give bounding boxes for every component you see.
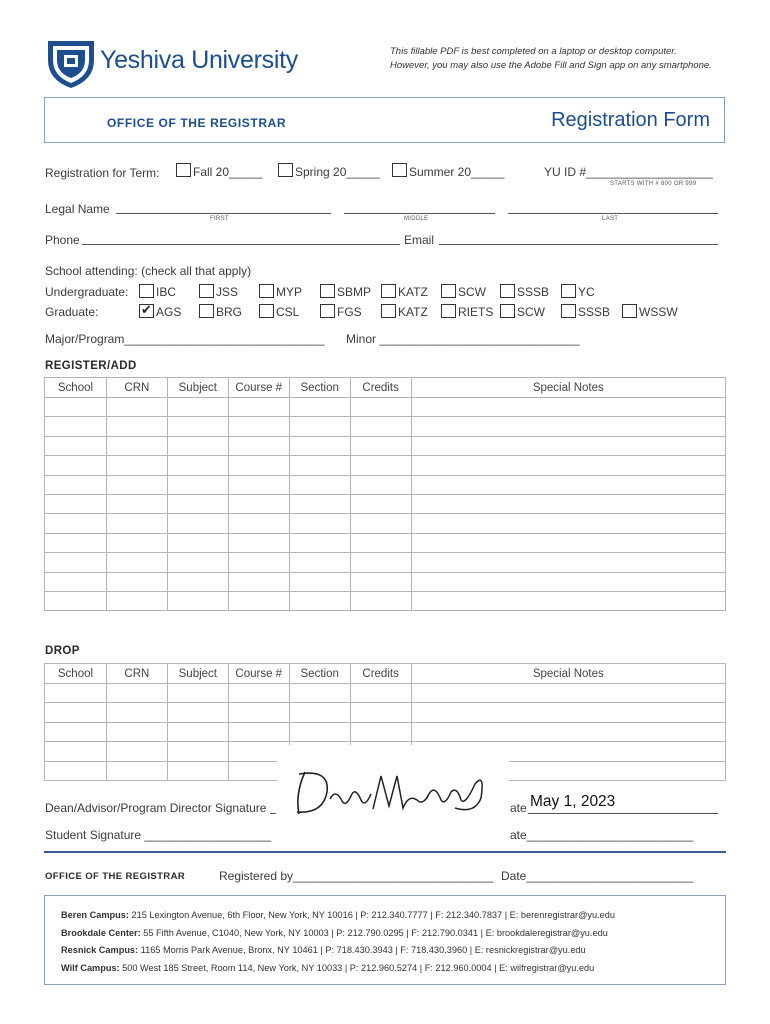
- register-cell[interactable]: [106, 553, 167, 572]
- registered-by-field[interactable]: Registered by______________________________: [219, 869, 494, 883]
- register-cell[interactable]: [411, 494, 725, 513]
- register-cell[interactable]: [350, 398, 411, 417]
- grad-csl-checkbox[interactable]: [259, 304, 274, 318]
- register-cell[interactable]: [106, 456, 167, 475]
- fall-label: Fall 20_____: [193, 165, 263, 179]
- register-cell[interactable]: [350, 436, 411, 455]
- grad-sssb-label: SSSB: [578, 305, 611, 319]
- grad-katz-checkbox[interactable]: [381, 304, 396, 318]
- grad-label: Graduate:: [45, 305, 99, 319]
- table-row: [45, 398, 726, 417]
- middle-name-field[interactable]: [344, 213, 495, 214]
- register-cell[interactable]: [411, 475, 725, 494]
- table-row: [45, 456, 726, 475]
- dean-signature-line: [270, 813, 276, 814]
- register-cell[interactable]: [167, 436, 228, 455]
- register-cell[interactable]: [350, 417, 411, 436]
- undergrad-sbmp-checkbox[interactable]: [320, 284, 335, 298]
- drop-col-special-notes: Special Notes: [411, 664, 725, 684]
- register-cell[interactable]: [228, 417, 289, 436]
- table-row: [45, 494, 726, 513]
- register-cell[interactable]: [45, 456, 107, 475]
- campus-row: [61, 928, 615, 946]
- yu-id-field[interactable]: YU ID #___________________: [544, 165, 713, 179]
- register-cell[interactable]: [106, 417, 167, 436]
- spring-label: Spring 20_____: [295, 165, 380, 179]
- campus-contact: 1165 Morris Park Avenue, Bronx, NY 10461 | P: 718.430.3943 | F: 718.430.3960 | E: resnickregistrar@yu.edu: [140, 945, 586, 955]
- first-hint: FIRST: [210, 216, 229, 222]
- register-cell[interactable]: [45, 417, 107, 436]
- register-cell[interactable]: [411, 417, 725, 436]
- dean-date-value[interactable]: May 1, 2023: [530, 793, 616, 810]
- campus-info-box: [44, 895, 726, 985]
- term-label: Registration for Term:: [45, 166, 160, 180]
- drop-cell[interactable]: [106, 703, 167, 722]
- register-cell[interactable]: [167, 553, 228, 572]
- register-cell[interactable]: [167, 398, 228, 417]
- undergrad-sssb-label: SSSB: [517, 285, 550, 299]
- register-col-crn: CRN: [106, 378, 167, 398]
- form-title: Registration Form: [551, 109, 710, 131]
- table-row: [45, 572, 726, 591]
- grad-fgs-label: FGS: [337, 305, 362, 319]
- office-divider: [44, 851, 726, 853]
- drop-cell[interactable]: [289, 703, 350, 722]
- table-row: [45, 417, 726, 436]
- undergrad-label: Undergraduate:: [45, 285, 129, 299]
- drop-cell[interactable]: [228, 722, 289, 741]
- yu-id-hint: STARTS WITH # 800 OR 999: [610, 181, 697, 187]
- drop-cell[interactable]: [350, 722, 411, 741]
- grad-wssw-checkbox[interactable]: [622, 304, 637, 318]
- dean-date-label: ate: [510, 801, 527, 815]
- register-cell[interactable]: [350, 553, 411, 572]
- dean-date-line: [528, 813, 718, 814]
- grad-brg-checkbox[interactable]: [199, 304, 214, 318]
- office-footer-label: OFFICE OF THE REGISTRAR: [45, 871, 186, 882]
- campus-name: Resnick Campus:: [61, 945, 141, 955]
- register-cell[interactable]: [106, 533, 167, 552]
- register-cell[interactable]: [228, 475, 289, 494]
- register-cell[interactable]: [228, 494, 289, 513]
- register-cell[interactable]: [350, 514, 411, 533]
- grad-katz-label: KATZ: [398, 305, 428, 319]
- register-cell[interactable]: [289, 456, 350, 475]
- undergrad-sssb-checkbox[interactable]: [500, 284, 515, 298]
- dean-signature-image: [285, 764, 500, 824]
- register-cell[interactable]: [411, 591, 725, 610]
- undergrad-yc-label: YC: [578, 285, 595, 299]
- register-cell[interactable]: [106, 436, 167, 455]
- register-cell[interactable]: [106, 514, 167, 533]
- last-hint: LAST: [602, 216, 619, 222]
- register-cell[interactable]: [289, 533, 350, 552]
- register-cell[interactable]: [167, 456, 228, 475]
- table-row: [45, 591, 726, 610]
- campus-contact: 500 West 185 Street, Room 114, New York, NY 10033 | P: 212.960.5274 | F: 212.960.0004 | E: wilfregistrar@yu.edu: [122, 962, 595, 973]
- register-cell[interactable]: [228, 398, 289, 417]
- register-cell[interactable]: [228, 591, 289, 610]
- register-cell[interactable]: [228, 572, 289, 591]
- email-field[interactable]: [439, 244, 718, 245]
- drop-col-course: Course #: [228, 664, 289, 684]
- register-cell[interactable]: [228, 456, 289, 475]
- undergrad-ibc-label: IBC: [156, 285, 177, 299]
- summer-label: Summer 20_____: [409, 165, 505, 179]
- drop-cell[interactable]: [45, 761, 107, 780]
- email-label: Email: [404, 233, 435, 247]
- drop-cell[interactable]: [228, 684, 289, 703]
- grad-riets-label: RIETS: [458, 305, 494, 319]
- register-cell[interactable]: [167, 591, 228, 610]
- summer-checkbox[interactable]: [392, 163, 407, 177]
- drop-cell[interactable]: [167, 722, 228, 741]
- register-cell[interactable]: [45, 436, 107, 455]
- register-cell[interactable]: [411, 572, 725, 591]
- grad-riets-checkbox[interactable]: [441, 304, 456, 318]
- drop-cell[interactable]: [45, 722, 107, 741]
- register-cell[interactable]: [228, 436, 289, 455]
- table-row: [45, 475, 726, 494]
- middle-hint: MIDDLE: [404, 216, 429, 222]
- drop-col-crn: CRN: [106, 664, 167, 684]
- drop-cell[interactable]: [289, 684, 350, 703]
- register-cell[interactable]: [167, 494, 228, 513]
- campus-row: [61, 910, 615, 928]
- grad-brg-label: BRG: [216, 305, 243, 319]
- drop-cell[interactable]: [45, 742, 107, 761]
- register-cell[interactable]: [167, 533, 228, 552]
- campus-list: [61, 910, 615, 980]
- grad-scw-label: SCW: [517, 305, 545, 319]
- register-col-subject: Subject: [167, 378, 228, 398]
- register-cell[interactable]: [350, 475, 411, 494]
- register-col-section: Section: [289, 378, 350, 398]
- register-cell[interactable]: [228, 533, 289, 552]
- drop-cell[interactable]: [167, 684, 228, 703]
- register-cell[interactable]: [45, 494, 107, 513]
- drop-cell[interactable]: [350, 684, 411, 703]
- undergrad-jss-label: JSS: [216, 285, 239, 299]
- register-col-special-notes: Special Notes: [411, 378, 725, 398]
- undergrad-ibc-checkbox[interactable]: [139, 284, 154, 298]
- register-heading: REGISTER/ADD: [45, 360, 137, 372]
- spring-checkbox[interactable]: [278, 163, 293, 177]
- register-cell[interactable]: [45, 533, 107, 552]
- grad-fgs-checkbox[interactable]: [320, 304, 335, 318]
- undergrad-katz-label: KATZ: [398, 285, 428, 299]
- drop-cell[interactable]: [45, 703, 107, 722]
- student-date-field[interactable]: ate_________________________: [510, 828, 694, 842]
- grad-scw-checkbox[interactable]: [500, 304, 515, 318]
- register-col-school: School: [45, 378, 107, 398]
- drop-cell[interactable]: [106, 722, 167, 741]
- drop-header-row: [45, 664, 726, 684]
- register-cell[interactable]: [350, 456, 411, 475]
- register-cell[interactable]: [411, 553, 725, 572]
- register-cell[interactable]: [289, 398, 350, 417]
- drop-cell[interactable]: [106, 761, 167, 780]
- drop-cell[interactable]: [167, 761, 228, 780]
- register-col-credits: Credits: [350, 378, 411, 398]
- drop-cell[interactable]: [411, 722, 725, 741]
- drop-cell[interactable]: [106, 742, 167, 761]
- register-cell[interactable]: [106, 398, 167, 417]
- major-field[interactable]: Major/Program______________________________: [45, 332, 325, 346]
- register-cell[interactable]: [106, 591, 167, 610]
- drop-cell[interactable]: [350, 703, 411, 722]
- grad-csl-label: CSL: [276, 305, 300, 319]
- register-cell[interactable]: [289, 514, 350, 533]
- register-cell[interactable]: [350, 572, 411, 591]
- register-cell[interactable]: [167, 572, 228, 591]
- register-cell[interactable]: [289, 572, 350, 591]
- fillable-notice: [390, 45, 712, 73]
- drop-cell[interactable]: [289, 722, 350, 741]
- register-cell[interactable]: [411, 514, 725, 533]
- register-table: [44, 377, 726, 611]
- table-row: [45, 703, 726, 722]
- register-cell[interactable]: [167, 514, 228, 533]
- table-row: [45, 436, 726, 455]
- campus-contact: 55 Fifth Avenue, C1040, New York, NY 10003 | P: 212.790.0295 | F: 212.790.0341 | E: brookdaleregistrar@yu.edu: [143, 927, 608, 938]
- register-cell[interactable]: [411, 398, 725, 417]
- dean-signature-label: Dean/Advisor/Program Director Signature: [45, 801, 267, 815]
- table-row: [45, 722, 726, 741]
- register-cell[interactable]: [167, 417, 228, 436]
- table-row: [45, 533, 726, 552]
- grad-ags-checkbox[interactable]: [139, 304, 154, 318]
- notice-line-1: This fillable PDF is best completed on a laptop or desktop computer.: [390, 46, 677, 57]
- drop-cell[interactable]: [167, 742, 228, 761]
- phone-field[interactable]: [82, 244, 400, 245]
- register-cell[interactable]: [45, 398, 107, 417]
- drop-col-section: Section: [289, 664, 350, 684]
- register-cell[interactable]: [228, 553, 289, 572]
- undergrad-scw-label: SCW: [458, 285, 486, 299]
- undergrad-scw-checkbox[interactable]: [441, 284, 456, 298]
- register-cell[interactable]: [289, 494, 350, 513]
- grad-sssb-checkbox[interactable]: [561, 304, 576, 318]
- notice-line-2: However, you may also use the Adobe Fill and Sign app on any smartphone.: [390, 60, 712, 71]
- undergrad-sbmp-label: SBMP: [337, 285, 372, 299]
- register-cell[interactable]: [106, 475, 167, 494]
- campus-name: Brookdale Center:: [61, 927, 144, 938]
- register-cell[interactable]: [45, 514, 107, 533]
- register-cell[interactable]: [350, 591, 411, 610]
- register-cell[interactable]: [350, 533, 411, 552]
- drop-cell[interactable]: [106, 684, 167, 703]
- register-cell[interactable]: [106, 494, 167, 513]
- campus-name: Wilf Campus:: [61, 962, 123, 973]
- office-heading: OFFICE OF THE REGISTRAR: [107, 116, 287, 130]
- table-row: [45, 514, 726, 533]
- register-cell[interactable]: [167, 475, 228, 494]
- undergrad-jss-checkbox[interactable]: [199, 284, 214, 298]
- drop-cell[interactable]: [167, 703, 228, 722]
- student-signature-field[interactable]: Student Signature ___________________: [45, 828, 272, 842]
- grad-ags-label: AGS: [156, 305, 182, 319]
- register-cell[interactable]: [45, 591, 107, 610]
- register-cell[interactable]: [411, 456, 725, 475]
- title-box: [44, 97, 725, 143]
- campus-name: Beren Campus:: [61, 910, 132, 920]
- register-cell[interactable]: [411, 436, 725, 455]
- campus-row: [61, 963, 615, 981]
- school-prompt: School attending: (check all that apply): [45, 264, 252, 278]
- drop-cell[interactable]: [411, 684, 725, 703]
- undergrad-myp-checkbox[interactable]: [259, 284, 274, 298]
- drop-heading: DROP: [45, 645, 80, 657]
- undergrad-yc-checkbox[interactable]: [561, 284, 576, 298]
- drop-col-subject: Subject: [167, 664, 228, 684]
- register-cell[interactable]: [411, 533, 725, 552]
- first-name-field[interactable]: [116, 213, 331, 214]
- legal-name-label: Legal Name: [45, 202, 110, 216]
- university-logo: [44, 38, 314, 88]
- register-cell[interactable]: [289, 553, 350, 572]
- drop-col-school: School: [45, 664, 107, 684]
- register-cell[interactable]: [106, 572, 167, 591]
- register-col-course: Course #: [228, 378, 289, 398]
- register-cell[interactable]: [350, 494, 411, 513]
- register-cell[interactable]: [289, 475, 350, 494]
- drop-cell[interactable]: [228, 703, 289, 722]
- register-cell[interactable]: [45, 475, 107, 494]
- logo-wordmark: Yeshiva University: [100, 46, 298, 74]
- register-cell[interactable]: [45, 572, 107, 591]
- drop-col-credits: Credits: [350, 664, 411, 684]
- register-cell[interactable]: [228, 514, 289, 533]
- undergrad-katz-checkbox[interactable]: [381, 284, 396, 298]
- register-cell[interactable]: [45, 553, 107, 572]
- last-name-field[interactable]: [508, 213, 718, 214]
- register-cell[interactable]: [289, 591, 350, 610]
- drop-cell[interactable]: [411, 703, 725, 722]
- table-row: [45, 684, 726, 703]
- drop-cell[interactable]: [45, 684, 107, 703]
- register-cell[interactable]: [289, 436, 350, 455]
- minor-field[interactable]: Minor ______________________________: [346, 332, 580, 346]
- office-date-field[interactable]: Date_________________________: [501, 869, 694, 883]
- undergrad-myp-label: MYP: [276, 285, 303, 299]
- table-row: [45, 553, 726, 572]
- fall-checkbox[interactable]: [176, 163, 191, 177]
- register-cell[interactable]: [289, 417, 350, 436]
- register-header-row: [45, 378, 726, 398]
- shield-icon: [44, 38, 98, 90]
- campus-row: [61, 945, 615, 963]
- campus-contact: 215 Lexington Avenue, 6th Floor, New York, NY 10016 | P: 212.340.7777 | F: 212.340.7837 | E: berenregistrar@yu.edu: [131, 910, 615, 920]
- phone-label: Phone: [45, 233, 80, 247]
- grad-wssw-label: WSSW: [639, 305, 678, 319]
